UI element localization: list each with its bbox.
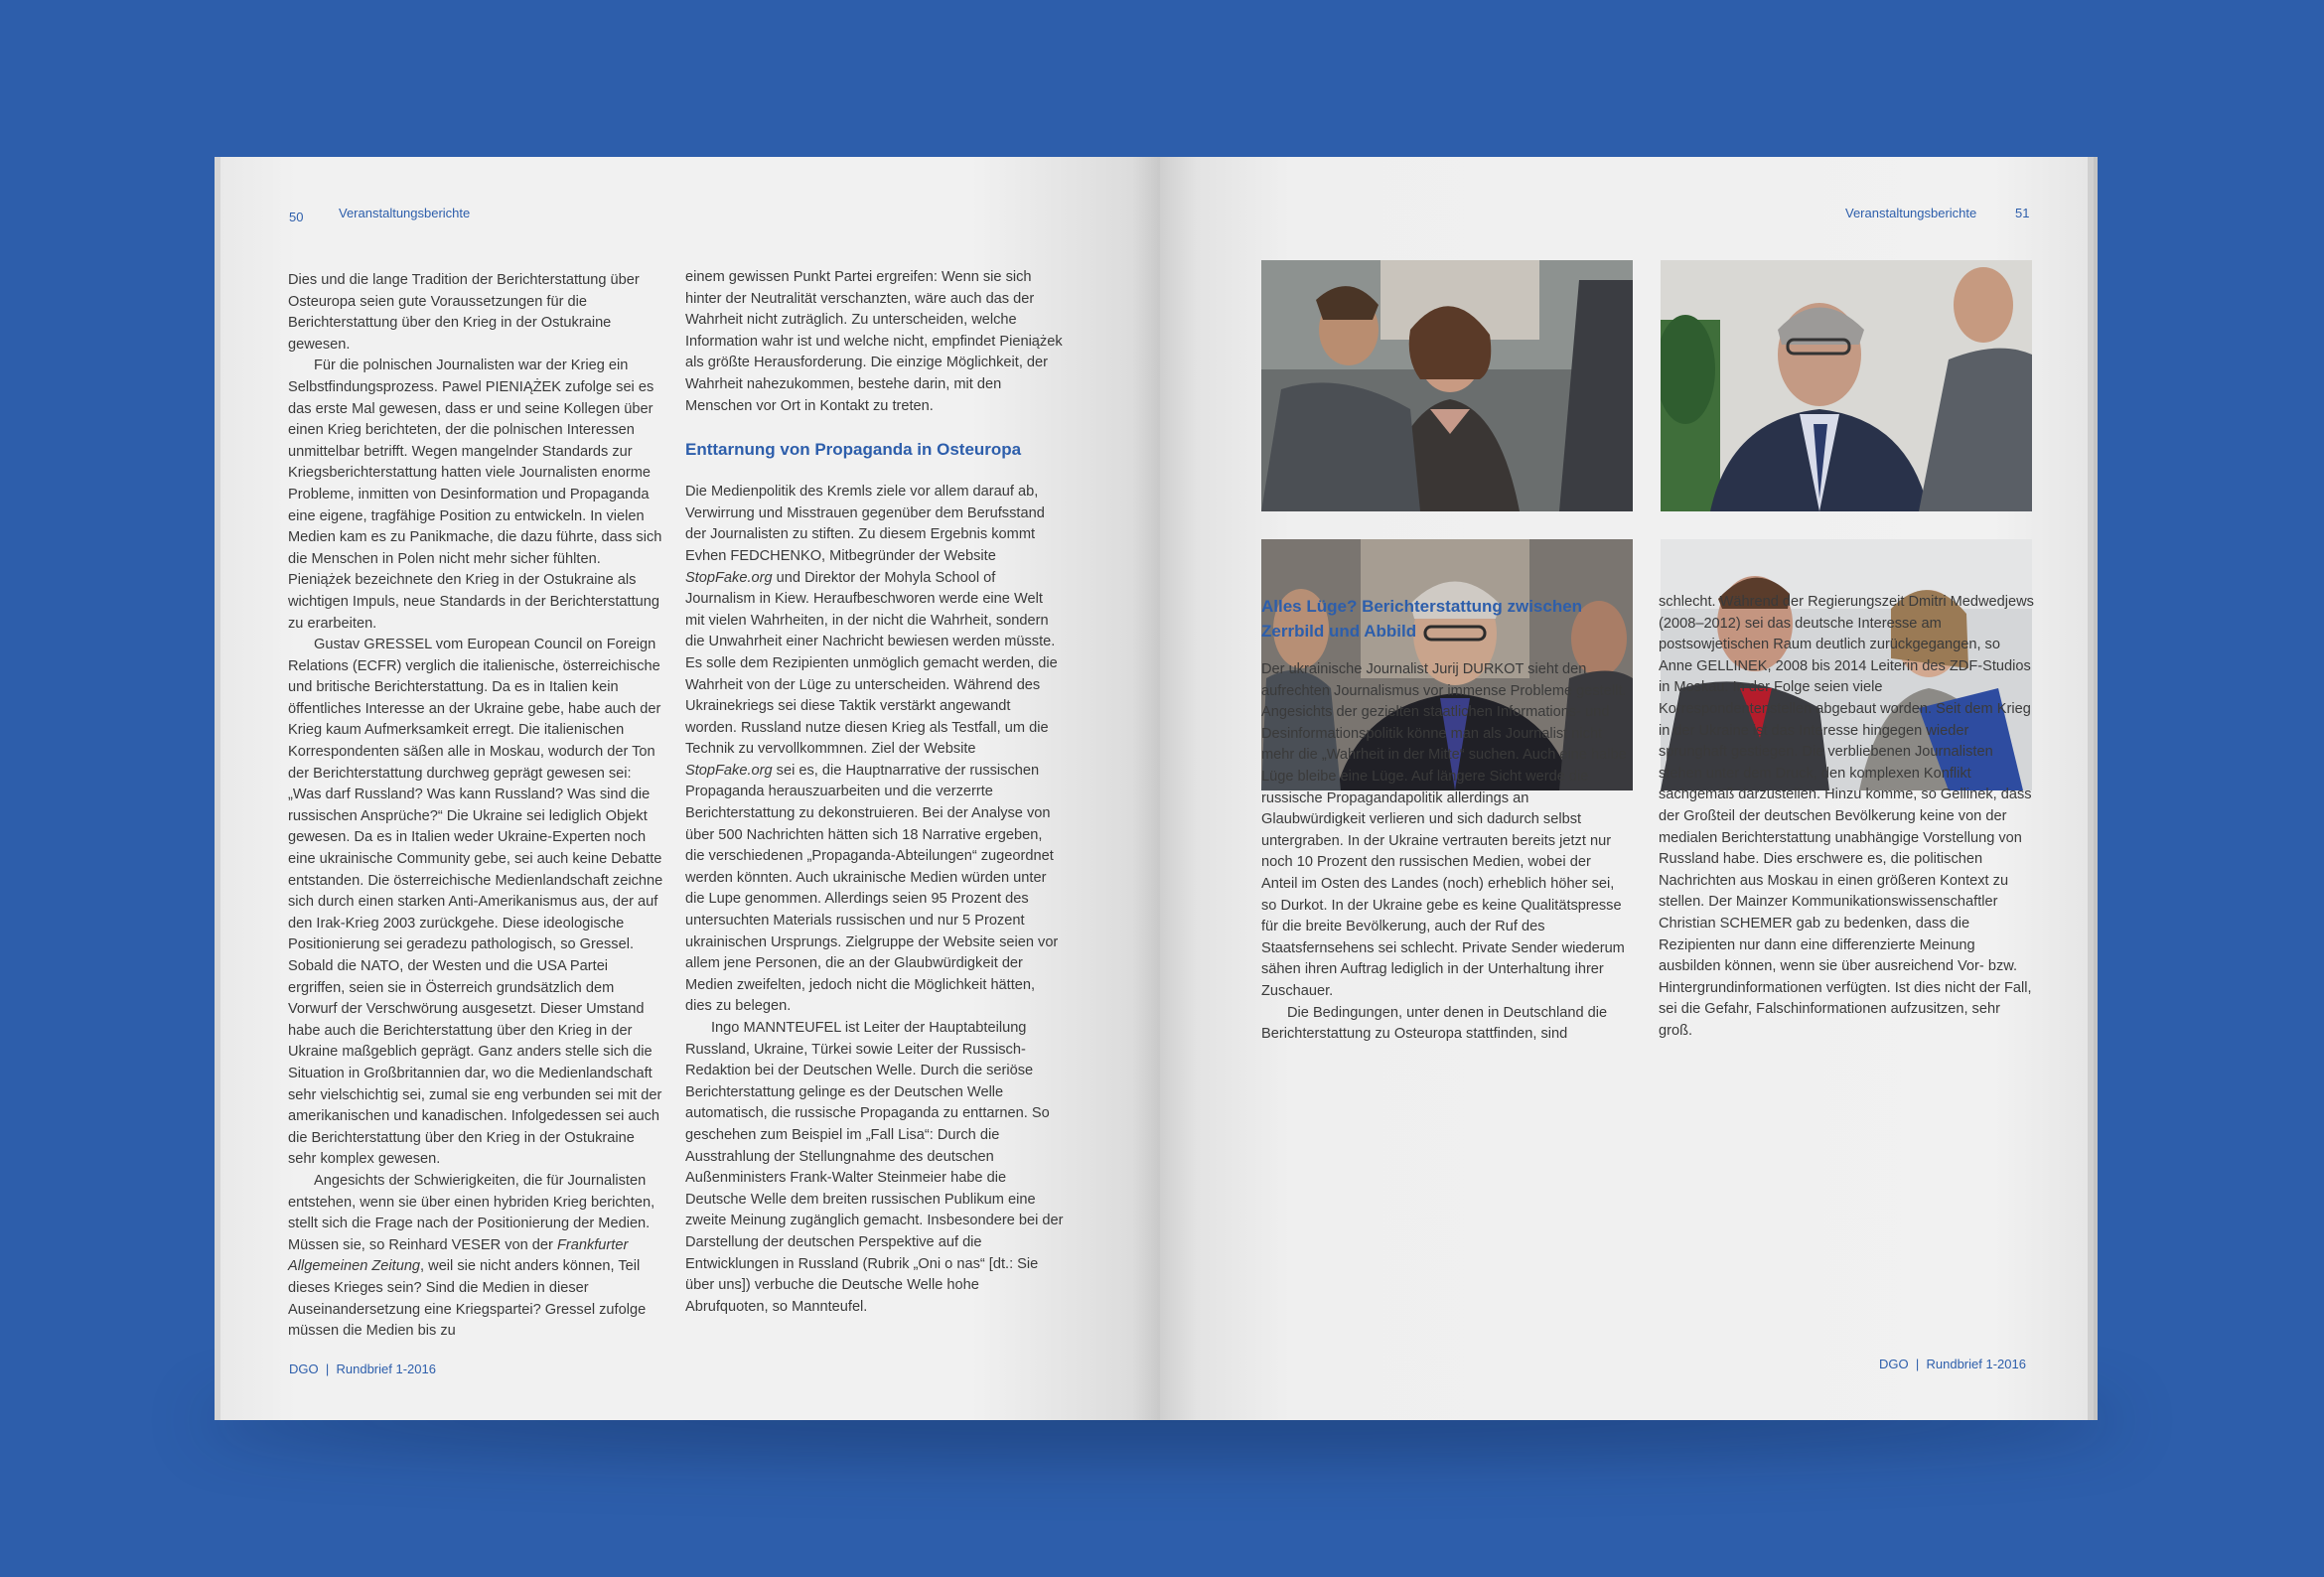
footer-right: DGO | Rundbrief 1-2016 [1879, 1357, 2026, 1371]
footer-left: DGO | Rundbrief 1-2016 [289, 1362, 436, 1376]
paragraph: einem gewissen Punkt Partei ergreifen: Wenn sie sich hinter der Neutralität verschanzten, wäre auch das der Wahrheit nicht zuträglich. Zu unterscheiden, welche Information wahr ist und welche nicht, empfindet Pieniążek als größte Herausforderung. Die einzige Möglichkeit, der Wahrheit nahezukommen, bestehe darin, mit den Menschen vor Ort in Kontakt zu treten. [685, 269, 1063, 414]
article-heading: Alles Lüge? Berichterstattung zwischen Zerrbild und Abbild [1261, 597, 1583, 641]
left-column-2 [685, 267, 1065, 1318]
section-title-right: Veranstaltungsberichte [1845, 206, 1977, 220]
left-page [220, 157, 1160, 1420]
section-title-left: Veranstaltungsberichte [339, 206, 471, 220]
paragraph: Gustav GRESSEL vom European Council on Foreign Relations (ECFR) verglich die italienische, österreichische und britische Berichterstattung. Da es in Italien kein öffentliches Interesse an der Ukraine gebe, habe auch der Krieg kaum Aufmerksamkeit erregt. Die italienischen Korrespondenten säßen alle in Moskau, wodurch der Ton der Berichterstattung durchweg geprägt gewesen sei: „Was darf Russland? Was kann Russland? Was sind die russischen Ansprüche?“ Die Ukraine sei lediglich Objekt gewesen. Da es in Italien weder Ukraine-Experten noch eine ukrainische Community gebe, sei auch keine Debatte entstanden. Die österreichische Medienlandschaft zeichne sich durch einen starken Anti-Amerikanismus aus, der auf den Irak-Krieg 2003 zurückgehe. Diese ideologische Positionierung sei geradezu pathologisch, so Gressel. Sobald die NATO, der Westen und die USA Partei ergriffen, seien sie in Österreich grundsätzlich dem Vorwurf der Verschwörung ausgesetzt. Dieser Umstand habe auch die Berichterstattung über den Krieg in der Ukraine maßgeblich geprägt. Ganz anders stelle sich die Situation in Großbritannien dar, wo die Medienlandschaft sehr vielschichtig sei, zumal sie eng verbunden sei mit der amerikanischen und kanadischen. Infolgedessen sei auch die Berichterstattung über den Krieg in der Ostukraine sehr komplex gewesen. [288, 637, 663, 1168]
event-photo-1 [1261, 260, 1633, 511]
left-column-1 [288, 270, 665, 1343]
right-column-1 [1261, 594, 1629, 1046]
section-heading: Enttarnung von Propaganda in Osteuropa [685, 440, 1022, 460]
paragraph: Angesichts der Schwierigkeiten, die für Journalisten entstehen, wenn sie über einen hybriden Krieg berichten, stellt sich die Frage nach der Positionierung der Medien. Müssen sie, so Reinhard VESER von der Frankfurter Allgemeinen Zeitung, weil sie nicht anders können, Teil dieses Krieges sein? Sind die Medien in dieser Auseinandersetzung eine Kriegspartei? Gressel zufolge müssen die Medien bis zu [288, 1172, 655, 1340]
paragraph: schlecht. Während der Regierungszeit Dmitri Medwedjews (2008–2012) sei das deutsche Interesse am postsowjetischen Raum deutlich zurückgegangen, so Anne GELLINEK, 2008 bis 2014 Leiterin des ZDF-Studios in Moskau. In der Folge seien viele Korrespondentenstellen abgebaut worden. Seit dem Krieg in der Ukraine ist das Interesse hingegen wieder sprunghaft gestiegen. Die verbliebenen Journalisten stehen unter dem Druck, den komplexen Konflikt sachgemäß darzustellen. Hinzu komme, so Gellinek, dass der Großteil der deutschen Bevölkerung keine von der medialen Berichterstattung unabhängige Vorstellung von Russland habe. Dies erschwere es, die politischen Nachrichten aus Moskau in einen größeren Kontext zu stellen. Der Mainzer Kommunikationswissenschaftler Christian SCHEMER gab zu bedenken, dass die Rezipienten nur dann eine differenzierte Meinung ausbilden können, wenn sie über ausreichend Vor- bzw. Hintergrundinformationen verfügten. Ist dies nicht der Fall, sei die Gefahr, Falschinformationen aufzusitzen, sehr groß. [1659, 594, 2034, 1039]
paragraph: Der ukrainische Journalist Jurij DURKOT sieht den aufrechten Journalismus vor immense Probleme gestellt. Angesichts der gezielten staatlichen Informations- und Desinformationspolitik könne man als Journalist nicht mehr die „Wahrheit in der Mitte“ suchen. Auch eine halbe Lüge bleibe eine Lüge. Auf längere Sicht werde die russische Propagandapolitik allerdings an Glaubwürdigkeit verlieren und sich dadurch selbst untergraben. In der Ukraine vertrauten bereits jetzt nur noch 10 Prozent den russischen Medien, wobei der Anteil im Osten des Landes (noch) erheblich höher sei, so Durkot. In der Ukraine gebe es keine Qualitätspresse für die breite Bevölkerung, auch der Ruf des Staatsfernsehens sei schlecht. Private Sender wiederum sähen ihren Auftrag lediglich in der Unterhaltung ihrer Zuschauer. [1261, 661, 1627, 999]
right-page [1160, 157, 2088, 1420]
publication-name: Frankfurter Allgemeinen Zeitung [288, 1236, 629, 1275]
page-number-left: 50 [289, 210, 304, 224]
paragraph: Die Medienpolitik des Kremls ziele vor allem darauf ab, Verwirrung und Misstrauen gegenüber dem Berufsstand der Journalisten zu stiften. Zu diesem Ergebnis kommt Evhen FEDCHENKO, Mitbegründer der Website StopFake.org und Direktor der Mohyla School of Journalism in Kiew. Heraufbeschworen werde eine Welt mit vielen Wahrheiten, in der nicht die Wahrheit, sondern die Unwahrheit einer Nachricht bewiesen werden müsste. Es solle dem Rezipienten unmöglich gemacht werden, die Wahrheit von der Lüge zu unterscheiden. Während des Ukrainekriegs sei diese Taktik verstärkt angewandt worden. Russland nutze diesen Krieg als Testfall, um die Technik zu vervollkommnen. Ziel der Website StopFake.org sei es, die Hauptnarrative der russischen Propaganda herauszuarbeiten und die verzerrte Berichterstattung zu dekonstruieren. Bei der Analyse von über 500 Nachrichten hätten sich 18 Narrative ergeben, die verschiedenen „Propaganda-Abteilungen“ zugeordnet werden könnten. Auch ukrainische Medien würden unter die Lupe genommen. Allerdings seien 95 Prozent des untersuchten Materials russischen und nur 5 Prozent ukrainischen Ursprungs. Zielgruppe der Website seien vor allem jene Personen, die an der Glaubwürdigkeit der Medien zweifelten, jedoch nicht die Möglichkeit hätten, dies zu belegen. [685, 484, 1059, 1015]
page-number-right: 51 [2015, 206, 2030, 220]
paragraph: Dies und die lange Tradition der Berichterstattung über Osteuropa seien gute Voraussetzungen für die Berichterstattung über den Krieg in der Ostukraine gewesen. [288, 272, 640, 353]
paragraph: Die Bedingungen, unter denen in Deutschland die Berichterstattung zu Osteuropa stattfinden, sind [1261, 1004, 1608, 1043]
paragraph: Für die polnischen Journalisten war der Krieg ein Selbstfindungsprozess. Pawel PIENIĄŻEK zufolge sei es das erste Mal gewesen, dass er und seine Kollegen über einen Krieg berichteten, der die polnischen Interessen unmittelbar betrifft. Wegen mangelnder Standards zur Kriegsberichterstattung hatten viele Journalisten enorme Probleme, inmitten von Desinformation und Propaganda eine eigene, tragfähige Position zu entwickeln. In vielen Medien kam es zu Panikmache, die dazu führte, dass sich die Menschen in Polen nicht mehr sicher fühlten. Pieniążek bezeichnete den Krieg in der Ostukraine als wichtigen Impuls, neue Standards in der Berichterstattung zu erarbeiten. [288, 358, 662, 632]
paragraph: Ingo MANNTEUFEL ist Leiter der Hauptabteilung Russland, Ukraine, Türkei sowie Leiter der Russisch-Redaktion bei der Deutschen Welle. Durch die seriöse Berichterstattung gelinge es der Deutschen Welle automatisch, die russische Propaganda zu enttarnen. So geschehen zum Beispiel im „Fall Lisa“: Durch die Ausstrahlung der Stellungnahme des deutschen Außenministers Frank-Walter Steinmeier habe die Deutsche Welle dem breiten russischen Publikum eine zweite Meinung zugänglich gemacht. Insbesondere bei der Darstellung der deutschen Perspektive auf die Entwicklungen in Russland (Rubrik „Oni o nas“ [dt.: Sie über uns]) verbuche die Deutsche Welle hohe Abrufquoten, so Mannteufel. [685, 1020, 1064, 1315]
event-photo-2 [1661, 260, 2032, 511]
right-column-2 [1659, 592, 2036, 1042]
